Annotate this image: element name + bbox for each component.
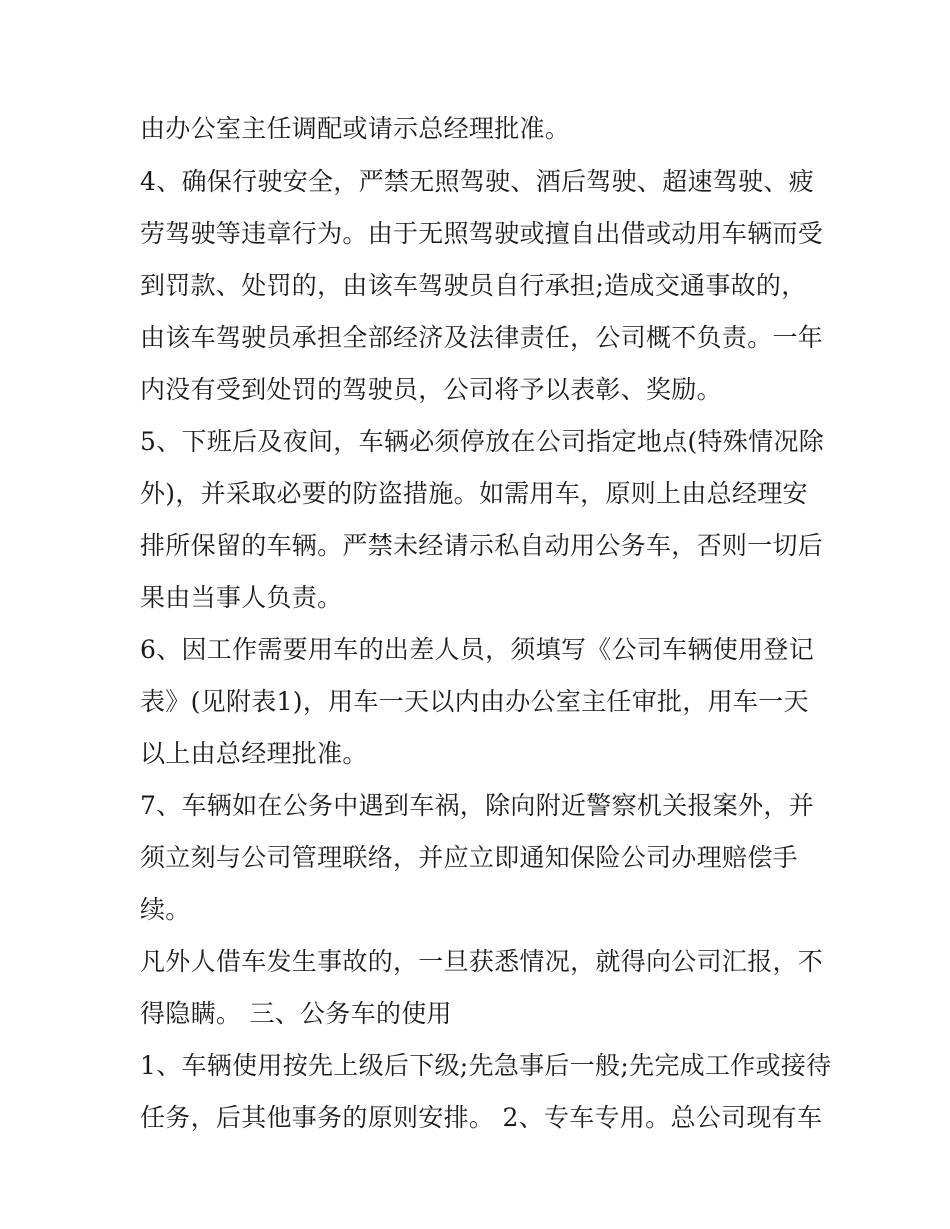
- text-line: 须立刻与公司管理联络，并应立即通知保险公司办理赔偿手: [140, 843, 798, 872]
- text-line: 由办公室主任调配或请示总经理批准。: [140, 114, 571, 143]
- text-line: 7、车辆如在公务中遇到车祸，除向附近警察机关报案外，并: [140, 791, 815, 820]
- text-line: 表》(见附表1)，用车一天以内由办公室主任审批，用车一天: [140, 687, 809, 716]
- text-line: 凡外人借车发生事故的，一旦获悉情况，就得向公司汇报，不: [140, 947, 824, 976]
- text-line: 得隐瞒。 三、公务车的使用: [140, 999, 452, 1028]
- text-line: 外)，并采取必要的防盗措施。如需用车，原则上由总经理安: [140, 479, 808, 508]
- text-line: 6、因工作需要用车的出差人员，须填写《公司车辆使用登记: [140, 635, 815, 664]
- text-line: 由该车驾驶员承担全部经济及法律责任，公司概不负责。一年: [140, 323, 824, 352]
- text-line: 果由当事人负责。: [140, 583, 343, 612]
- text-line: 到罚款、处罚的，由该车驾驶员自行承担;造成交通事故的，: [140, 271, 807, 300]
- text-line: 以上由总经理批准。: [140, 739, 368, 768]
- text-line: 5、下班后及夜间，车辆必须停放在公司指定地点(特殊情况除: [140, 427, 825, 456]
- text-line: 排所保留的车辆。严禁未经请示私自动用公务车，否则一切后: [140, 531, 824, 560]
- text-line: 1、车辆使用按先上级后下级;先急事后一般;先完成工作或接待: [140, 1051, 832, 1080]
- text-line: 4、确保行驶安全，严禁无照驾驶、酒后驾驶、超速驾驶、疲: [140, 167, 815, 196]
- text-line: 劳驾驶等违章行为。由于无照驾驶或擅自出借或动用车辆而受: [140, 219, 824, 248]
- text-line: 任务，后其他事务的原则安排。 2、专车专用。总公司现有车: [140, 1103, 823, 1132]
- text-line: 续。: [140, 895, 191, 924]
- text-line: 内没有受到处罚的驾驶员，公司将予以表彰、奖励。: [140, 375, 722, 404]
